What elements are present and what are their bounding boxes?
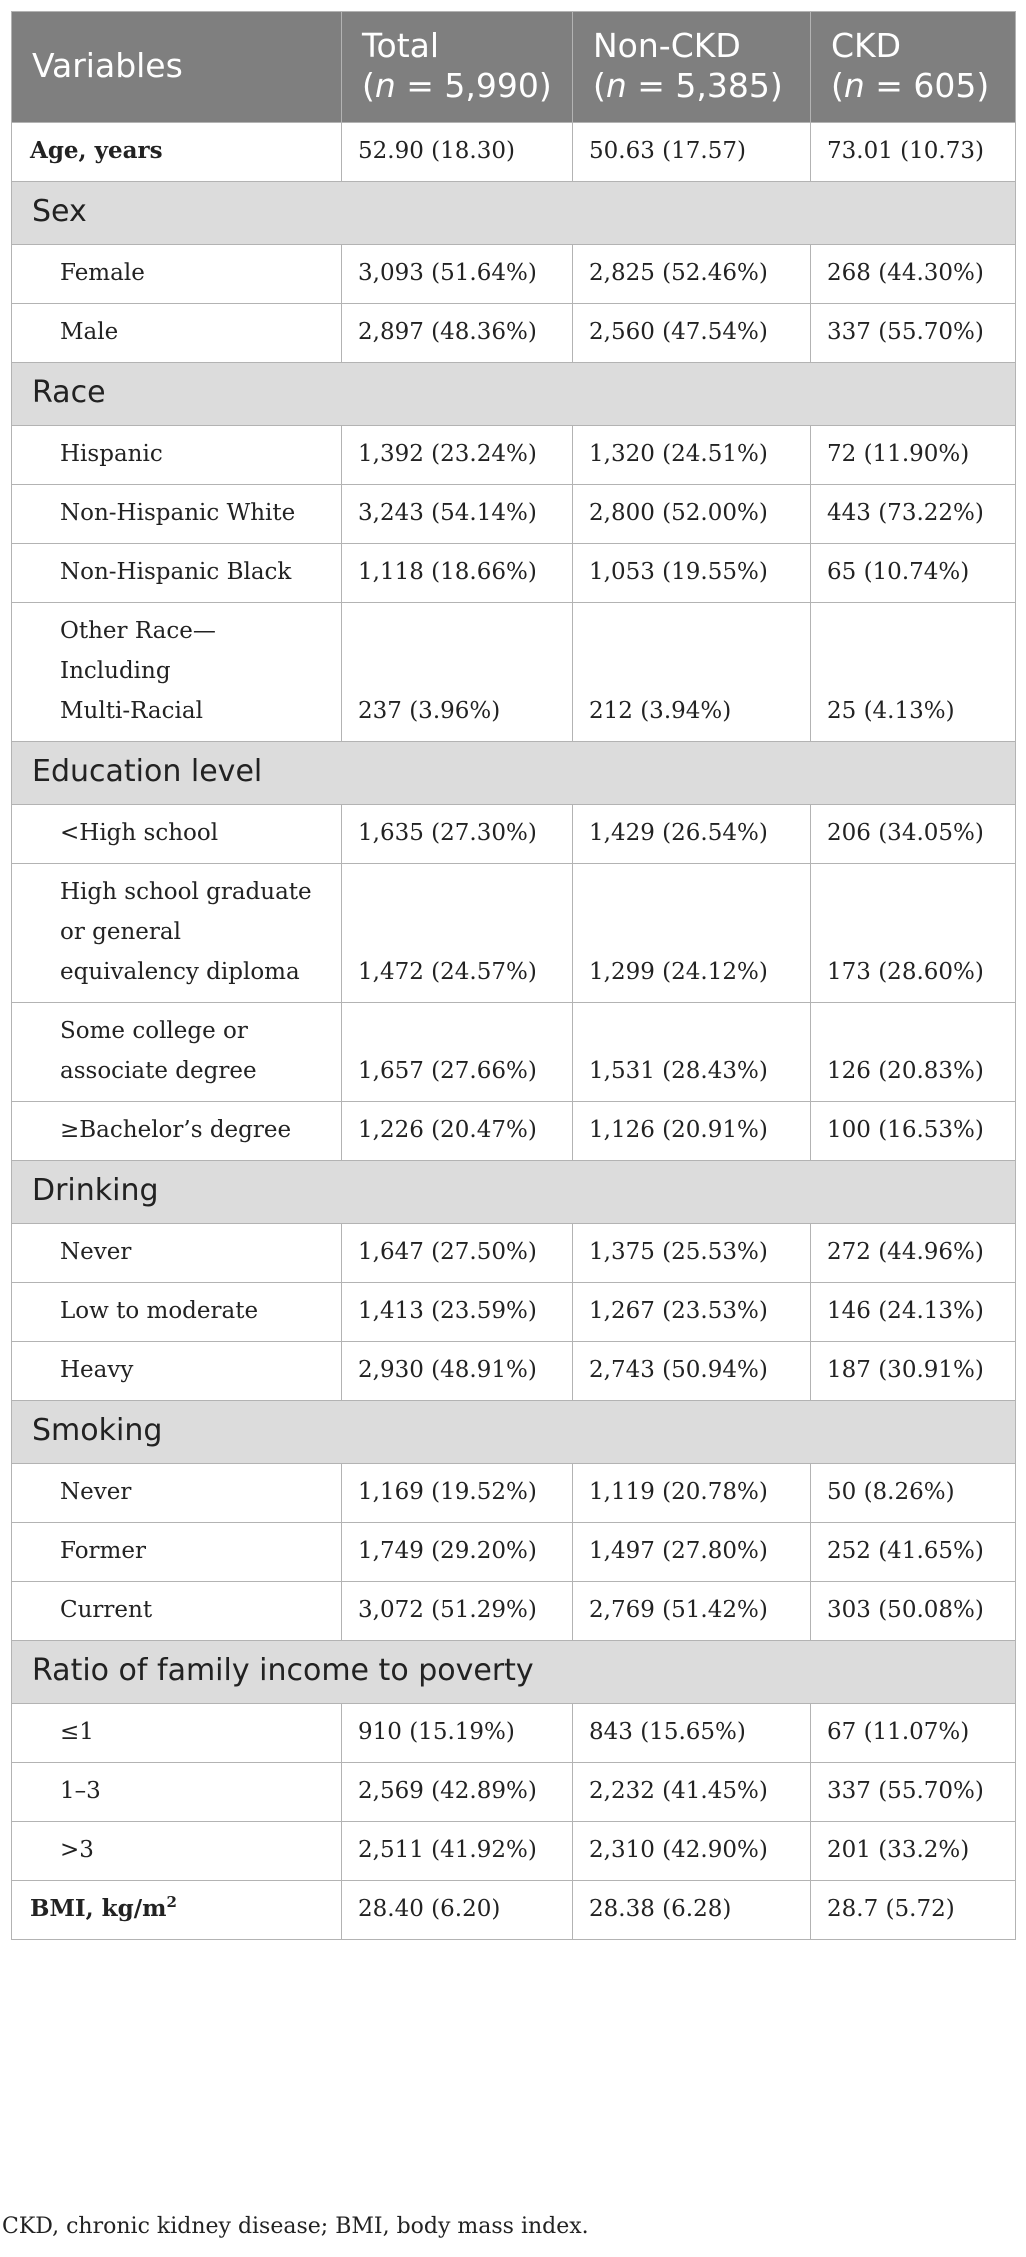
cell-ckd: 28.7 (5.72) [811,1881,1016,1940]
table-footnote: CKD, chronic kidney disease; BMI, body mass index. [2,2214,589,2239]
cell-ckd: 65 (10.74%) [811,544,1016,603]
table-container [11,11,1015,1940]
cell-non-ckd: 28.38 (6.28) [573,1881,811,1940]
cell-ckd: 72 (11.90%) [811,426,1016,485]
row-label: ≥Bachelor’s degree [12,1102,342,1161]
cell-non-ckd: 1,375 (25.53%) [573,1224,811,1283]
table-row [12,1822,1016,1881]
cell-total: 910 (15.19%) [342,1704,573,1763]
cell-non-ckd: 1,429 (26.54%) [573,805,811,864]
row-label: Some college or associate degree [12,1003,342,1102]
header-total: Total (n = 5,990) [342,12,573,123]
section-label: Smoking [12,1401,1016,1464]
cell-total: 237 (3.96%) [342,603,573,742]
row-label: Non-Hispanic Black [12,544,342,603]
cell-non-ckd: 1,320 (24.51%) [573,426,811,485]
cell-total: 1,413 (23.59%) [342,1283,573,1342]
row-label: Non-Hispanic White [12,485,342,544]
table-row [12,426,1016,485]
header-ckd: CKD (n = 605) [811,12,1016,123]
cell-ckd: 50 (8.26%) [811,1464,1016,1523]
table-row [12,1763,1016,1822]
baseline-characteristics-table [11,11,1016,1940]
section-row [12,363,1016,426]
cell-non-ckd: 1,531 (28.43%) [573,1003,811,1102]
cell-ckd: 25 (4.13%) [811,603,1016,742]
cell-non-ckd: 1,299 (24.12%) [573,864,811,1003]
cell-non-ckd: 2,743 (50.94%) [573,1342,811,1401]
cell-ckd: 67 (11.07%) [811,1704,1016,1763]
table-row [12,1464,1016,1523]
header-non-ckd: Non-CKD (n = 5,385) [573,12,811,123]
cell-total: 1,749 (29.20%) [342,1523,573,1582]
row-label: Never [12,1224,342,1283]
table-row [12,1283,1016,1342]
cell-non-ckd: 2,310 (42.90%) [573,1822,811,1881]
cell-total: 28.40 (6.20) [342,1881,573,1940]
section-row [12,1161,1016,1224]
table-row [12,544,1016,603]
section-label: Drinking [12,1161,1016,1224]
cell-total: 1,169 (19.52%) [342,1464,573,1523]
cell-non-ckd: 1,267 (23.53%) [573,1283,811,1342]
row-label: <High school [12,805,342,864]
row-label: BMI, $kg/m^2$ [12,1881,342,1940]
cell-total: 2,511 (41.92%) [342,1822,573,1881]
section-row [12,182,1016,245]
row-label: Female [12,245,342,304]
section-row [12,1641,1016,1704]
cell-ckd: 268 (44.30%) [811,245,1016,304]
table-row [12,123,1016,182]
row-label: Male [12,304,342,363]
cell-non-ckd: 1,119 (20.78%) [573,1464,811,1523]
cell-total: 1,657 (27.66%) [342,1003,573,1102]
cell-total: 2,930 (48.91%) [342,1342,573,1401]
row-label: ≤1 [12,1704,342,1763]
cell-ckd: 126 (20.83%) [811,1003,1016,1102]
section-label: Ratio of family income to poverty [12,1641,1016,1704]
cell-total: 3,243 (54.14%) [342,485,573,544]
row-label: Hispanic [12,426,342,485]
cell-non-ckd: 2,232 (41.45%) [573,1763,811,1822]
cell-ckd: 443 (73.22%) [811,485,1016,544]
cell-ckd: 201 (33.2%) [811,1822,1016,1881]
cell-total: 1,635 (27.30%) [342,805,573,864]
cell-ckd: 337 (55.70%) [811,304,1016,363]
cell-non-ckd: 1,497 (27.80%) [573,1523,811,1582]
cell-ckd: 252 (41.65%) [811,1523,1016,1582]
table-row [12,805,1016,864]
table-row [12,1881,1016,1940]
cell-total: 1,118 (18.66%) [342,544,573,603]
section-row [12,742,1016,805]
row-label: Never [12,1464,342,1523]
cell-ckd: 73.01 (10.73) [811,123,1016,182]
table-row [12,1342,1016,1401]
section-label: Education level [12,742,1016,805]
row-label: 1–3 [12,1763,342,1822]
cell-ckd: 173 (28.60%) [811,864,1016,1003]
cell-total: 3,072 (51.29%) [342,1582,573,1641]
cell-ckd: 303 (50.08%) [811,1582,1016,1641]
section-label: Race [12,363,1016,426]
cell-ckd: 187 (30.91%) [811,1342,1016,1401]
table-row [12,1003,1016,1102]
cell-non-ckd: 2,560 (47.54%) [573,304,811,363]
table-row [12,1582,1016,1641]
cell-ckd: 337 (55.70%) [811,1763,1016,1822]
table-row [12,603,1016,742]
cell-non-ckd: 843 (15.65%) [573,1704,811,1763]
header-row [12,12,1016,123]
table-row [12,245,1016,304]
row-label: Other Race— Including Multi-Racial [12,603,342,742]
row-label: Former [12,1523,342,1582]
cell-non-ckd: 2,825 (52.46%) [573,245,811,304]
cell-non-ckd: 2,769 (51.42%) [573,1582,811,1641]
cell-non-ckd: 212 (3.94%) [573,603,811,742]
table-row [12,485,1016,544]
row-label: Age, years [12,123,342,182]
cell-total: 1,392 (23.24%) [342,426,573,485]
cell-total: 1,226 (20.47%) [342,1102,573,1161]
cell-ckd: 272 (44.96%) [811,1224,1016,1283]
table-row [12,1224,1016,1283]
table-row [12,1102,1016,1161]
section-row [12,1401,1016,1464]
table-row [12,1523,1016,1582]
row-label: Low to moderate [12,1283,342,1342]
cell-non-ckd: 1,053 (19.55%) [573,544,811,603]
row-label: High school graduate or general equivalency diploma [12,864,342,1003]
cell-total: 3,093 (51.64%) [342,245,573,304]
cell-total: 1,647 (27.50%) [342,1224,573,1283]
cell-ckd: 100 (16.53%) [811,1102,1016,1161]
cell-total: 1,472 (24.57%) [342,864,573,1003]
cell-non-ckd: 1,126 (20.91%) [573,1102,811,1161]
table-row [12,864,1016,1003]
cell-ckd: 206 (34.05%) [811,805,1016,864]
row-label: >3 [12,1822,342,1881]
row-label: Current [12,1582,342,1641]
row-label: Heavy [12,1342,342,1401]
cell-ckd: 146 (24.13%) [811,1283,1016,1342]
section-label: Sex [12,182,1016,245]
cell-non-ckd: 50.63 (17.57) [573,123,811,182]
cell-total: 52.90 (18.30) [342,123,573,182]
table-row [12,1704,1016,1763]
table-row [12,304,1016,363]
cell-non-ckd: 2,800 (52.00%) [573,485,811,544]
header-variables: Variables [12,12,342,123]
cell-total: 2,569 (42.89%) [342,1763,573,1822]
cell-total: 2,897 (48.36%) [342,304,573,363]
